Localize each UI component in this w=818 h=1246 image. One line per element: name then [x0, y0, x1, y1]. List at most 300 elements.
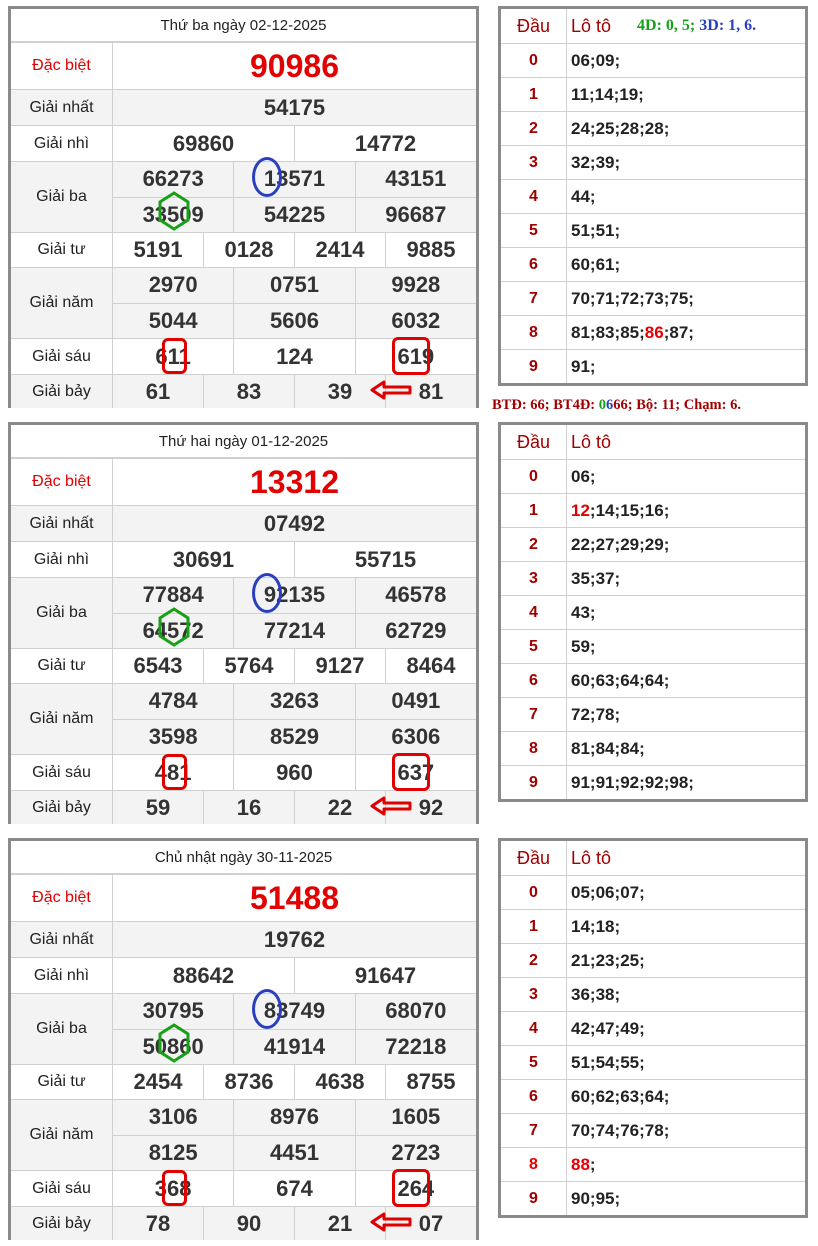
loto-row [501, 595, 805, 629]
summary-line [492, 397, 818, 414]
prize-row-giai-tu [11, 232, 476, 267]
prize-number: 619 [355, 339, 476, 374]
prize-number: 8125 [148, 1139, 198, 1165]
dau-digit: 1 [501, 78, 567, 111]
prize-number: 2723 [355, 1136, 476, 1171]
prize-label: Đặc biệt [11, 43, 113, 89]
prize-label: Giải ba [11, 578, 113, 648]
prize-row-giai-sau [11, 754, 476, 790]
summary-bt4d-label: BT4Đ: [553, 397, 596, 413]
loto-number: 37 [595, 568, 615, 588]
prize-row-giai-ba [11, 161, 476, 232]
prize-number: 92135 [233, 578, 354, 613]
prize-number: 07 [385, 1207, 476, 1240]
note-3d: 3D: 1, 6. [699, 17, 757, 34]
loto-table [498, 838, 808, 1218]
prize-number: 3106 [148, 1104, 198, 1130]
loto-number: 14 [571, 916, 590, 936]
loto-number: 63 [595, 670, 615, 690]
prize-number: 5044 [148, 307, 198, 333]
dau-digit: 9 [501, 1182, 567, 1215]
prize-number: 21 [294, 1207, 385, 1240]
prize-row-giai-nhat [11, 921, 476, 957]
loto-row [501, 663, 805, 697]
loto-values: 91 ; [571, 356, 596, 376]
loto-values: 36 ; 38 ; [571, 984, 621, 1004]
loto-number: 78 [595, 704, 615, 724]
loto-number: 28 [620, 118, 640, 138]
dau-digit: 4 [501, 1012, 567, 1045]
loto-row [501, 697, 805, 731]
loto-values: 12 ; 14 ; 15 ; 16 ; [571, 500, 670, 520]
prize-row-dac-biet [11, 458, 476, 505]
day-block [0, 0, 818, 416]
loto-number: 44 [571, 186, 590, 206]
prize-number: 5764 [203, 649, 294, 683]
loto-row [501, 1113, 805, 1147]
loto-number: 92 [620, 772, 640, 792]
loto-values: 42 ; 47 ; 49 ; [571, 1018, 645, 1038]
dau-digit: 0 [501, 44, 567, 77]
prize-number: 22 [294, 791, 385, 824]
prize-label: Giải bảy [11, 791, 113, 824]
loto-number: 39 [595, 152, 615, 172]
loto-number: 19 [619, 84, 639, 104]
prize-number: 30795 [142, 998, 204, 1024]
loto-values: 81 ; 83 ; 85 ; 86 ; 87 ; [571, 322, 694, 342]
loto-number: 90 [571, 1188, 590, 1208]
prize-number: 124 [233, 339, 354, 374]
loto-number: 91 [571, 356, 590, 376]
loto-row [501, 629, 805, 663]
loto-number: 28 [644, 118, 664, 138]
loto-number: 32 [571, 152, 590, 172]
loto-values: 90 ; 95 ; [571, 1188, 621, 1208]
prize-number: 5191 [133, 237, 183, 262]
loto-number: 91 [571, 772, 590, 792]
loto-row [501, 765, 805, 799]
prize-row-giai-sau [11, 338, 476, 374]
dau-digit: 8 [501, 1148, 567, 1181]
loto-number: 75 [669, 288, 689, 308]
prize-label: Giải năm [11, 268, 113, 338]
loto-row [501, 77, 805, 111]
prize-label: Giải năm [11, 1100, 113, 1170]
dau-digit: 1 [501, 494, 567, 527]
loto-number: 51 [571, 220, 590, 240]
dau-header: Đầu [501, 9, 567, 43]
loto-row [501, 315, 805, 349]
prize-number: 41914 [233, 1030, 354, 1065]
loto-row [501, 179, 805, 213]
prize-row-dac-biet [11, 42, 476, 89]
prize-number: 30691 [172, 546, 235, 572]
prize-label: Giải tư [11, 649, 113, 683]
prize-number: 13312 [250, 463, 339, 500]
loto-number: 06 [595, 882, 615, 902]
prize-number: 77884 [142, 582, 204, 608]
prize-number: 54175 [263, 94, 326, 120]
prize-label: Giải nhất [11, 90, 113, 125]
prize-number: 50860 [142, 1033, 204, 1059]
prize-number: 960 [233, 755, 354, 790]
prize-number: 39 [294, 375, 385, 408]
results-table [8, 422, 479, 824]
dau-digit: 6 [501, 664, 567, 697]
loto-values: 70 ; 74 ; 76 ; 78 ; [571, 1120, 670, 1140]
loto-values: 60 ; 62 ; 63 ; 64 ; [571, 1086, 670, 1106]
prize-number: 78 [145, 1210, 171, 1236]
prize-label: Giải nhất [11, 922, 113, 957]
prize-number: 9928 [355, 268, 476, 303]
prize-number: 2414 [294, 233, 385, 267]
prize-number: 3598 [148, 723, 198, 749]
loto-values: 06 ; [571, 466, 596, 486]
loto-values: 43 ; [571, 602, 596, 622]
prize-number: 674 [233, 1171, 354, 1206]
dau-digit: 3 [501, 146, 567, 179]
prize-row-giai-nhi [11, 541, 476, 577]
prize-row-giai-nhat [11, 505, 476, 541]
loto-number: 51 [595, 220, 615, 240]
dau-header: Đầu [501, 841, 567, 875]
prize-number: 4784 [148, 688, 198, 714]
prize-number: 91647 [294, 958, 476, 993]
date-heading: Thứ hai ngày 01-12-2025 [11, 425, 476, 458]
prize-row-giai-bay [11, 790, 476, 824]
prize-number: 0491 [355, 684, 476, 719]
loto-row [501, 111, 805, 145]
prize-row-giai-nam [11, 683, 476, 754]
prize-number: 88642 [172, 962, 235, 988]
loto-number: 49 [620, 1018, 640, 1038]
date-heading: Thứ ba ngày 02-12-2025 [11, 9, 476, 42]
prize-label: Giải tư [11, 1065, 113, 1099]
loto-number: 11 [571, 84, 589, 104]
prize-number: 43151 [355, 162, 476, 197]
loto-row [501, 213, 805, 247]
loto-number: 25 [620, 950, 640, 970]
dau-digit: 6 [501, 1080, 567, 1113]
prize-row-giai-sau [11, 1170, 476, 1206]
loto-number: 83 [595, 322, 615, 342]
loto-header-label: Lô tô [571, 847, 612, 868]
loto-number: 36 [571, 984, 590, 1004]
prize-number: 368 [154, 1175, 192, 1201]
loto-number: 84 [595, 738, 615, 758]
loto-values: 05 ; 06 ; 07 ; [571, 882, 645, 902]
loto-header-cell [567, 425, 805, 459]
prize-number: 13571 [233, 162, 354, 197]
loto-number: 86 [644, 322, 664, 342]
loto-number: 55 [620, 1052, 640, 1072]
loto-values: 44 ; [571, 186, 596, 206]
loto-row [501, 731, 805, 765]
summary-bt4d-part: 6 [606, 397, 614, 413]
loto-values: 21 ; 23 ; 25 ; [571, 950, 645, 970]
loto-number: 70 [571, 288, 590, 308]
loto-number: 72 [620, 288, 640, 308]
prize-number: 55715 [294, 542, 476, 577]
day-block [0, 416, 818, 832]
loto-number: 09 [595, 50, 615, 70]
prize-label: Giải sáu [11, 755, 113, 790]
loto-number: 81 [571, 322, 590, 342]
loto-number: 54 [595, 1052, 615, 1072]
prize-number: 68070 [355, 994, 476, 1029]
loto-values: 24 ; 25 ; 28 ; 28 ; [571, 118, 670, 138]
loto-number: 95 [595, 1188, 615, 1208]
loto-values: 06 ; 09 ; [571, 50, 621, 70]
prize-number: 61 [145, 378, 171, 404]
loto-values: 60 ; 63 ; 64 ; 64 ; [571, 670, 670, 690]
prize-row-giai-tu [11, 1064, 476, 1099]
loto-number: 60 [571, 1086, 590, 1106]
loto-number: 15 [620, 500, 640, 520]
prize-label: Giải sáu [11, 339, 113, 374]
prize-number: 8529 [233, 720, 354, 755]
prize-label: Giải năm [11, 684, 113, 754]
prize-number: 64572 [142, 617, 204, 643]
results-table [8, 6, 479, 408]
dau-header: Đầu [501, 425, 567, 459]
loto-row [501, 43, 805, 77]
prize-row-giai-ba [11, 993, 476, 1064]
prize-number: 90986 [250, 47, 339, 84]
loto-table [498, 422, 808, 802]
dau-digit: 7 [501, 1114, 567, 1147]
loto-number: 92 [644, 772, 664, 792]
loto-values: 22 ; 27 ; 29 ; 29 ; [571, 534, 670, 554]
loto-header [501, 841, 805, 875]
loto-values: 72 ; 78 ; [571, 704, 621, 724]
prize-number: 90 [203, 1207, 294, 1240]
prize-label: Giải nhì [11, 958, 113, 993]
loto-number: 76 [620, 1120, 640, 1140]
loto-row [501, 875, 805, 909]
prize-number: 46578 [355, 578, 476, 613]
loto-number: 70 [571, 1120, 590, 1140]
dau-digit: 5 [501, 1046, 567, 1079]
prize-label: Giải tư [11, 233, 113, 267]
prize-number: 72218 [355, 1030, 476, 1065]
day-block [0, 832, 818, 1246]
prize-number: 83 [203, 375, 294, 408]
loto-number: 84 [620, 738, 640, 758]
prize-number: 1605 [355, 1100, 476, 1135]
loto-number: 91 [595, 772, 615, 792]
loto-values: 51 ; 51 ; [571, 220, 621, 240]
prize-number: 8464 [385, 649, 476, 683]
loto-number: 14 [594, 84, 614, 104]
dau-digit: 4 [501, 596, 567, 629]
loto-number: 16 [644, 500, 664, 520]
loto-number: 14 [595, 500, 615, 520]
dau-digit: 7 [501, 282, 567, 315]
loto-row [501, 247, 805, 281]
dau-digit: 5 [501, 214, 567, 247]
prize-label: Giải nhất [11, 506, 113, 541]
note-4d: 4D: 0, 5; [637, 17, 696, 34]
prize-number: 2970 [148, 272, 198, 298]
loto-header [501, 425, 805, 459]
prize-number: 9127 [294, 649, 385, 683]
loto-number: 63 [620, 1086, 640, 1106]
prize-number: 6032 [355, 304, 476, 339]
dau-digit: 0 [501, 460, 567, 493]
summary-btd: BTĐ: 66; [492, 397, 550, 413]
prize-row-giai-tu [11, 648, 476, 683]
dau-digit: 7 [501, 698, 567, 731]
prize-number: 33509 [142, 201, 204, 227]
loto-number: 60 [571, 254, 590, 274]
loto-number: 06 [571, 466, 590, 486]
loto-number: 25 [595, 118, 615, 138]
loto-number: 61 [595, 254, 615, 274]
loto-number: 51 [571, 1052, 590, 1072]
loto-number: 88 [571, 1154, 590, 1174]
prize-number: 8755 [385, 1065, 476, 1099]
loto-row [501, 909, 805, 943]
loto-values: 70 ; 71 ; 72 ; 73 ; 75 ; [571, 288, 694, 308]
loto-number: 21 [571, 950, 590, 970]
prize-number: 0128 [203, 233, 294, 267]
dau-digit: 3 [501, 978, 567, 1011]
prize-number: 62729 [355, 614, 476, 649]
loto-number: 78 [644, 1120, 664, 1140]
loto-number: 71 [595, 288, 615, 308]
prize-label: Giải ba [11, 162, 113, 232]
head-tail-note [637, 17, 756, 35]
prize-number: 481 [154, 759, 192, 785]
loto-values: 14 ; 18 ; [571, 916, 621, 936]
prize-number: 4638 [294, 1065, 385, 1099]
prize-number: 637 [355, 755, 476, 790]
prize-label: Giải sáu [11, 1171, 113, 1206]
loto-header-label: Lô tô [571, 15, 612, 36]
prize-number: 59 [145, 794, 171, 820]
dau-digit: 9 [501, 766, 567, 799]
dau-digit: 0 [501, 876, 567, 909]
loto-number: 64 [644, 670, 664, 690]
loto-values: 91 ; 91 ; 92 ; 92 ; 98 ; [571, 772, 694, 792]
loto-number: 42 [571, 1018, 590, 1038]
loto-row [501, 459, 805, 493]
prize-number: 3263 [233, 684, 354, 719]
prize-number: 0751 [233, 268, 354, 303]
loto-values: 60 ; 61 ; [571, 254, 621, 274]
prize-number: 16 [203, 791, 294, 824]
loto-values: 59 ; [571, 636, 596, 656]
prize-row-giai-nam [11, 1099, 476, 1170]
loto-number: 22 [571, 534, 590, 554]
prize-number: 14772 [294, 126, 476, 161]
prize-label: Giải ba [11, 994, 113, 1064]
summary-cham: Chạm: 6. [683, 397, 741, 413]
prize-number: 8736 [203, 1065, 294, 1099]
prize-number: 54225 [233, 198, 354, 233]
prize-label: Giải nhì [11, 542, 113, 577]
dau-digit: 2 [501, 112, 567, 145]
loto-row [501, 349, 805, 383]
loto-values: 35 ; 37 ; [571, 568, 621, 588]
loto-values: 11 ; 14 ; 19 ; [571, 84, 644, 104]
loto-header-label: Lô tô [571, 431, 612, 452]
loto-row [501, 1181, 805, 1215]
loto-table [498, 6, 808, 386]
prize-label: Giải nhì [11, 126, 113, 161]
loto-number: 64 [620, 670, 640, 690]
prize-number: 6543 [133, 653, 183, 678]
date-heading: Chủ nhật ngày 30-11-2025 [11, 841, 476, 874]
loto-number: 43 [571, 602, 590, 622]
prize-number: 611 [155, 343, 191, 369]
loto-row [501, 1011, 805, 1045]
loto-row [501, 977, 805, 1011]
loto-number: 12 [571, 500, 590, 520]
prize-number: 19762 [263, 926, 326, 952]
prize-number: 4451 [233, 1136, 354, 1171]
dau-digit: 8 [501, 732, 567, 765]
prize-number: 51488 [250, 879, 339, 916]
prize-row-giai-bay [11, 1206, 476, 1240]
dau-digit: 6 [501, 248, 567, 281]
summary-bo: Bộ: 11; [636, 397, 681, 413]
loto-row [501, 1147, 805, 1181]
prize-row-giai-nhi [11, 957, 476, 993]
dau-digit: 2 [501, 944, 567, 977]
prize-row-dac-biet [11, 874, 476, 921]
summary-bt4d-part: 66; [613, 397, 633, 413]
prize-number: 92 [385, 791, 476, 824]
prize-label: Giải bảy [11, 1207, 113, 1240]
prize-number: 83749 [233, 994, 354, 1029]
loto-values: 81 ; 84 ; 84 ; [571, 738, 645, 758]
loto-row [501, 527, 805, 561]
summary-bt4d-part: 0 [598, 397, 607, 413]
prize-number: 69860 [172, 130, 235, 156]
prize-row-giai-ba [11, 577, 476, 648]
loto-number: 98 [669, 772, 689, 792]
prize-number: 66273 [142, 166, 204, 192]
loto-header [501, 9, 805, 43]
results-table [8, 838, 479, 1240]
loto-number: 38 [595, 984, 615, 1004]
dau-digit: 8 [501, 316, 567, 349]
loto-number: 60 [571, 670, 590, 690]
dau-digit: 1 [501, 910, 567, 943]
dau-digit: 5 [501, 630, 567, 663]
prize-row-giai-nam [11, 267, 476, 338]
prize-number: 264 [355, 1171, 476, 1206]
loto-number: 05 [571, 882, 590, 902]
dau-digit: 9 [501, 350, 567, 383]
loto-row [501, 145, 805, 179]
loto-row [501, 561, 805, 595]
loto-number: 07 [620, 882, 640, 902]
loto-row [501, 493, 805, 527]
prize-number: 5606 [233, 304, 354, 339]
loto-number: 73 [644, 288, 664, 308]
prize-row-giai-bay [11, 374, 476, 408]
prize-number: 96687 [355, 198, 476, 233]
loto-header-cell [567, 9, 805, 43]
loto-header-cell [567, 841, 805, 875]
loto-number: 59 [571, 636, 590, 656]
loto-number: 23 [595, 950, 615, 970]
dau-digit: 4 [501, 180, 567, 213]
prize-number: 8976 [233, 1100, 354, 1135]
